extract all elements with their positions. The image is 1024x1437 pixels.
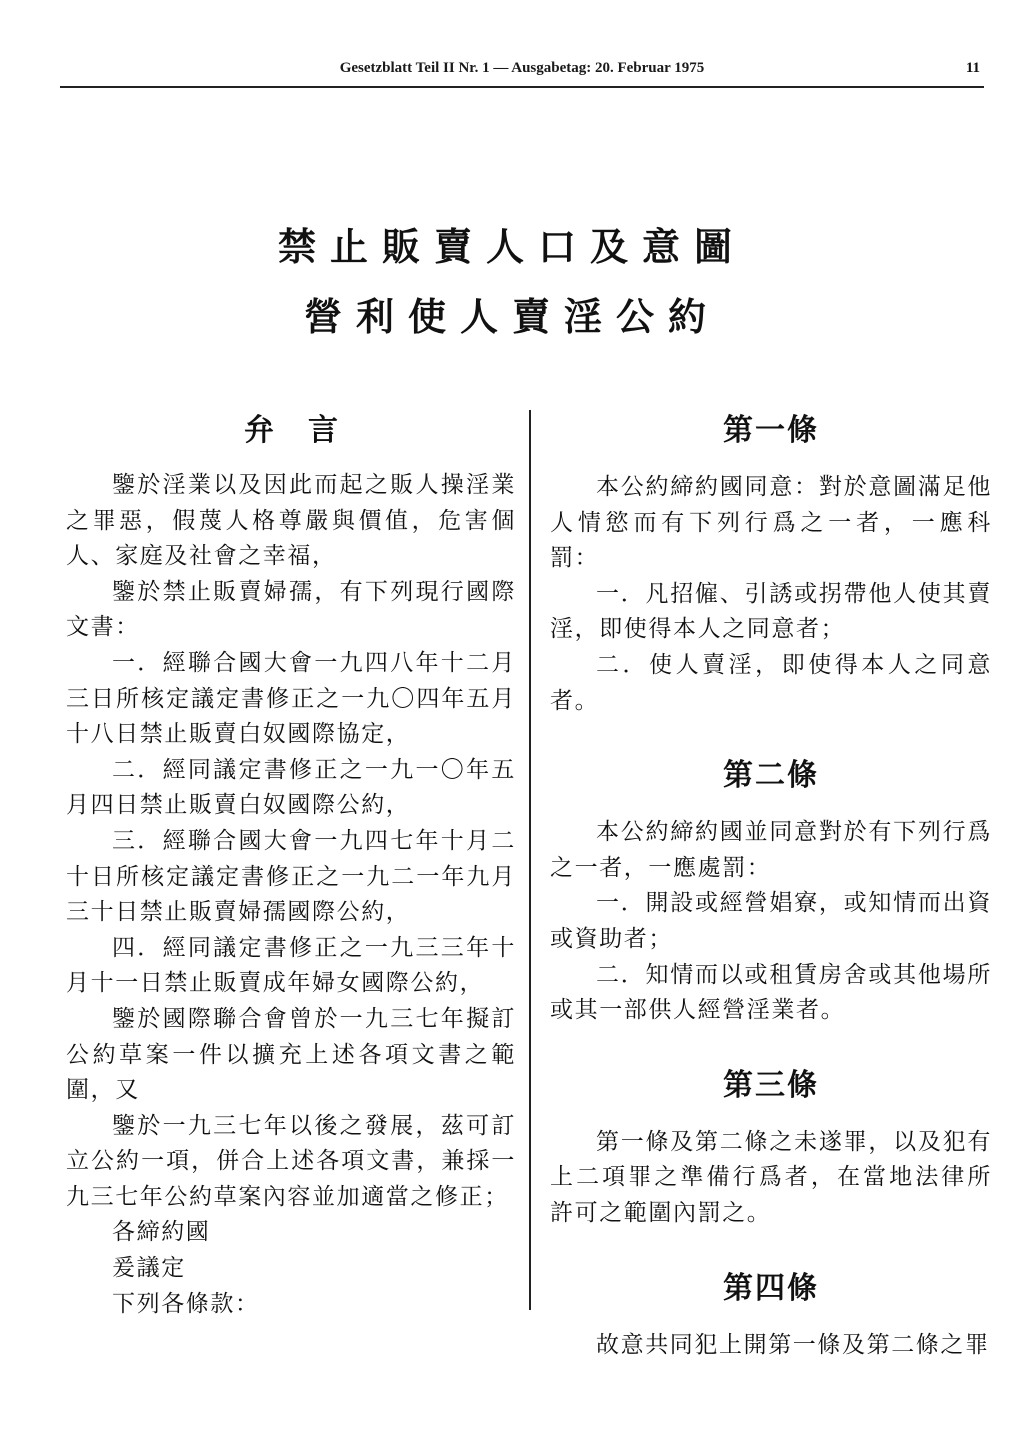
article-3-paragraph: 第一條及第二條之未遂罪，以及犯有上二項罪之準備行爲者，在當地法律所許可之範圍內罰之。 — [550, 1128, 992, 1226]
article-1-paragraph: 二．使人賣淫，即使得本人之同意者。 — [550, 651, 992, 714]
preamble-paragraph: 爰議定 — [112, 1255, 186, 1282]
title-line-1: 禁止販賣人口及意圖 — [277, 225, 746, 269]
preamble-paragraph: 一．經聯合國大會一九四八年十二月三日所核定議定書修正之一九〇四年五月十八日禁止販賣白奴國際協定， — [66, 649, 516, 748]
article-1-paragraph: 一．凡招僱、引誘或拐帶他人使其賣淫，即使得本人之同意者； — [550, 580, 992, 643]
article-4-paragraph: 故意共同犯上開第一條及第二條之罪 — [596, 1331, 990, 1358]
preamble-paragraph: 鑒於一九三七年以後之發展，茲可訂立公約一項，併合上述各項文書，兼採一九三七年公約草案內容並加適當之修正； — [66, 1112, 516, 1210]
article-3-heading: 第三條 — [723, 1067, 819, 1103]
article-2-paragraph: 本公約締約國並同意對於有下列行爲之一者，一應處罰： — [550, 819, 992, 881]
preamble-paragraph: 各締約國 — [112, 1219, 211, 1246]
article-1-paragraph: 本公約締約國同意：對於意圖滿足他人情慾而有下列行爲之一者，一應科罰： — [550, 474, 992, 572]
articles-column — [550, 400, 992, 1363]
article-4-heading: 第四條 — [723, 1270, 819, 1306]
article-1-heading: 第一條 — [723, 413, 819, 448]
header-rule — [60, 86, 984, 88]
page-number: 11 — [965, 60, 980, 76]
preamble-paragraph: 鑒於淫業以及因此而起之販人操淫業之罪惡，假蔑人格尊嚴與價值，危害個人、家庭及社會之幸福， — [66, 472, 516, 570]
preamble-paragraph: 二．經同議定書修正之一九一〇年五月四日禁止販賣白奴國際公約， — [66, 756, 516, 819]
preamble-heading: 弁言 — [244, 413, 372, 448]
preamble-paragraph: 三．經聯合國大會一九四七年十月二十日所核定議定書修正之一九二一年九月三十日禁止販賣婦孺國際公約， — [66, 827, 516, 926]
preamble-paragraph: 下列各條款： — [112, 1290, 260, 1317]
preamble-paragraph: 鑒於禁止販賣婦孺，有下列現行國際文書： — [66, 578, 516, 641]
preamble-column — [66, 400, 516, 1322]
title-line-2: 營利使人賣淫公約 — [303, 295, 720, 339]
article-2-paragraph: 一．開設或經營娼寮，或知情而出資或資助者； — [550, 890, 992, 952]
article-2-paragraph: 二．知情而以或租賃房舍或其他場所或其一部供人經營淫業者。 — [550, 961, 992, 1024]
column-divider — [529, 410, 531, 1310]
page-header — [60, 56, 984, 86]
running-head: Gesetzblatt Teil II Nr. 1 — Ausgabetag: 20. Februar 1975 — [339, 60, 705, 76]
preamble-paragraph: 四．經同議定書修正之一九三三年十月十一日禁止販賣成年婦女國際公約， — [66, 934, 516, 997]
article-2-heading: 第二條 — [723, 758, 819, 794]
document-title — [0, 212, 1024, 352]
preamble-paragraph: 鑒於國際聯合會曾於一九三七年擬訂公約草案一件以擴充上述各項文書之範圍，又 — [66, 1005, 516, 1104]
